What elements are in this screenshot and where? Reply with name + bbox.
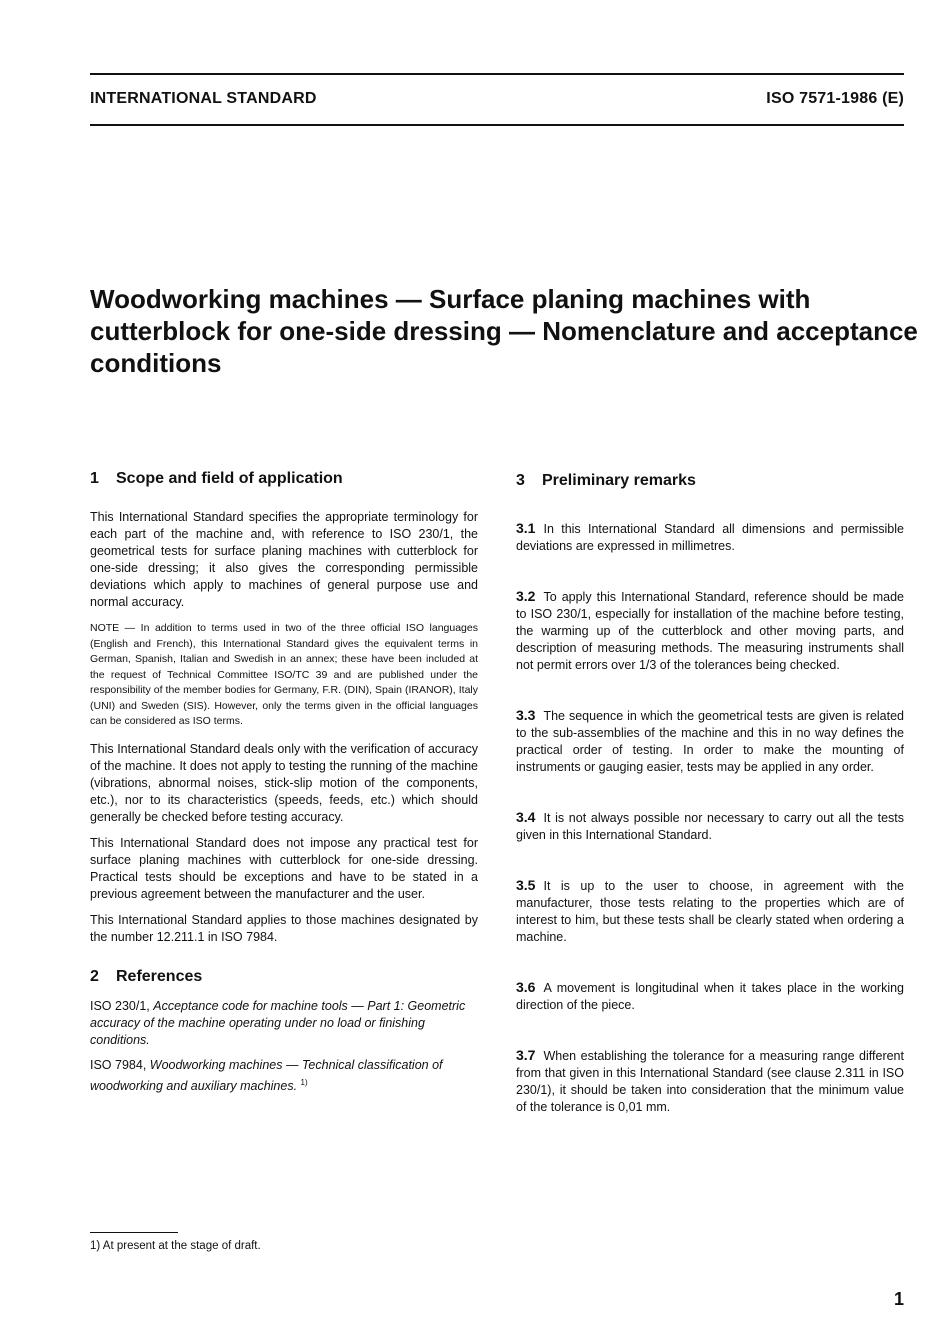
footnote-rule (90, 1232, 178, 1233)
clause-3-4 (516, 809, 904, 844)
reference-iso-7984 (90, 1057, 478, 1095)
reference-2-code: ISO 7984, (90, 1057, 147, 1072)
clause-text: A movement is longitudinal when it takes place in the working direction of the piece. (516, 981, 904, 1012)
section-1-heading (90, 470, 478, 488)
clause-text: It is up to the user to choose, in agreement with the manufacturer, those tests relating to the properties which are of interest to him, but these tests shall be clearly stated when ordering a machine. (516, 879, 904, 944)
section-2-heading (90, 968, 478, 986)
scope-paragraph-1: This International Standard specifies the appropriate terminology for each part of the machine and, with reference to ISO 230/1, the geometrical tests for surface planing machines with cutterblock for one-side dressing; it also gives the corresponding permissible deviations which apply to machines of general purpose use and normal accuracy. (90, 510, 478, 609)
clause-number: 3.3 (516, 707, 536, 723)
reference-1-code: ISO 230/1, (90, 998, 150, 1013)
clause-number: 3.7 (516, 1047, 536, 1063)
clause-3-1 (516, 520, 904, 555)
right-column (516, 470, 904, 1116)
scope-paragraph-3: This International Standard does not impose any practical test for surface planing machines with cutterblock for one-side dressing. Practical tests should be exceptions and have to be stated in a previous agreement between the manufacturer and the user. (90, 835, 478, 901)
clause-text: When establishing the tolerance for a measuring range different from that given in this International Standard (see clause 2.311 in ISO 230/1), it should be taken into consideration that the minimum value of the tolerance is 0,01 mm. (516, 1049, 904, 1114)
section-2-title: References (116, 967, 203, 985)
reference-2-title: Woodworking machines — Technical classification of woodworking and auxiliary machines. (90, 1057, 443, 1093)
clause-3-7 (516, 1047, 904, 1116)
section-3-number: 3 (516, 472, 525, 489)
section-1-number: 1 (90, 470, 99, 487)
clause-number: 3.4 (516, 809, 536, 825)
clause-number: 3.6 (516, 979, 536, 995)
clause-text: It is not always possible nor necessary to carry out all the tests given in this International Standard. (516, 811, 904, 842)
left-column (90, 470, 478, 1095)
clause-number: 3.1 (516, 520, 536, 536)
header-top-rule (90, 73, 904, 75)
clause-3-5 (516, 877, 904, 946)
section-3-heading (516, 472, 904, 490)
header-doc-number: ISO 7571-1986 (E) (766, 90, 904, 107)
clause-3-2 (516, 588, 904, 674)
section-1-title: Scope and field of application (116, 470, 343, 487)
footnote: 1) At present at the stage of draft. (90, 1240, 261, 1252)
reference-iso-230-1 (90, 998, 478, 1049)
section-3-title: Preliminary remarks (542, 472, 696, 489)
scope-paragraph-4: This International Standard applies to those machines designated by the number 12.211.1 in ISO 7984. (90, 912, 478, 944)
clause-3-3 (516, 707, 904, 776)
scope-paragraph-2: This International Standard deals only with the verification of accuracy of the machine. It does not apply to testing the running of the machine (vibrations, abnormal noises, stick-slip motion of the components, etc.), nor to its characteristics (speeds, feeds, etc.) which should generally be checked before testing accuracy. (90, 741, 478, 824)
clause-text: In this International Standard all dimensions and permissible deviations are expressed in millimetres. (516, 522, 904, 553)
clause-number: 3.5 (516, 877, 536, 893)
clause-text: To apply this International Standard, reference should be made to ISO 230/1, especially for installation of the machine before testing, the warming up of the cutterblock and other moving parts, and description of measuring methods. The measuring instruments shall not permit errors over 1/3 of the tolerances being checked. (516, 590, 904, 672)
footnote-marker: 1) (300, 1077, 308, 1087)
document-title: Woodworking machines — Surface planing machines with cutterblock for one-side dressing — Nomenclature and acceptance conditions (90, 284, 918, 378)
clause-3-6 (516, 979, 904, 1014)
header-doc-type: INTERNATIONAL STANDARD (90, 90, 317, 107)
header-bottom-rule (90, 124, 904, 126)
section-2-number: 2 (90, 967, 99, 985)
scope-note: NOTE — In addition to terms used in two of the three official ISO languages (English and French), this International Standard gives the equivalent terms in German, Spanish, Italian and Swedish in an annex; these have been included at the request of Technical Committee ISO/TC 39 and are published under the responsibility of the member bodies for Germany, F.R. (DIN), Spain (IRANOR), Italy (UNI) and Sweden (SIS). However, only the terms given in the official languages can be considered as ISO terms. (90, 622, 478, 727)
reference-1-title: Acceptance code for machine tools — Part 1: Geometric accuracy of the machine operating under no load or finishing conditions. (90, 998, 466, 1047)
clause-number: 3.2 (516, 588, 536, 604)
clause-text: The sequence in which the geometrical tests are given is related to the sub-assemblies of the machine and this in no way defines the practical order of testing. In order to make the mounting of instruments or gauging easier, tests may be applied in any order. (516, 709, 904, 774)
page-number: 1 (893, 1289, 904, 1309)
